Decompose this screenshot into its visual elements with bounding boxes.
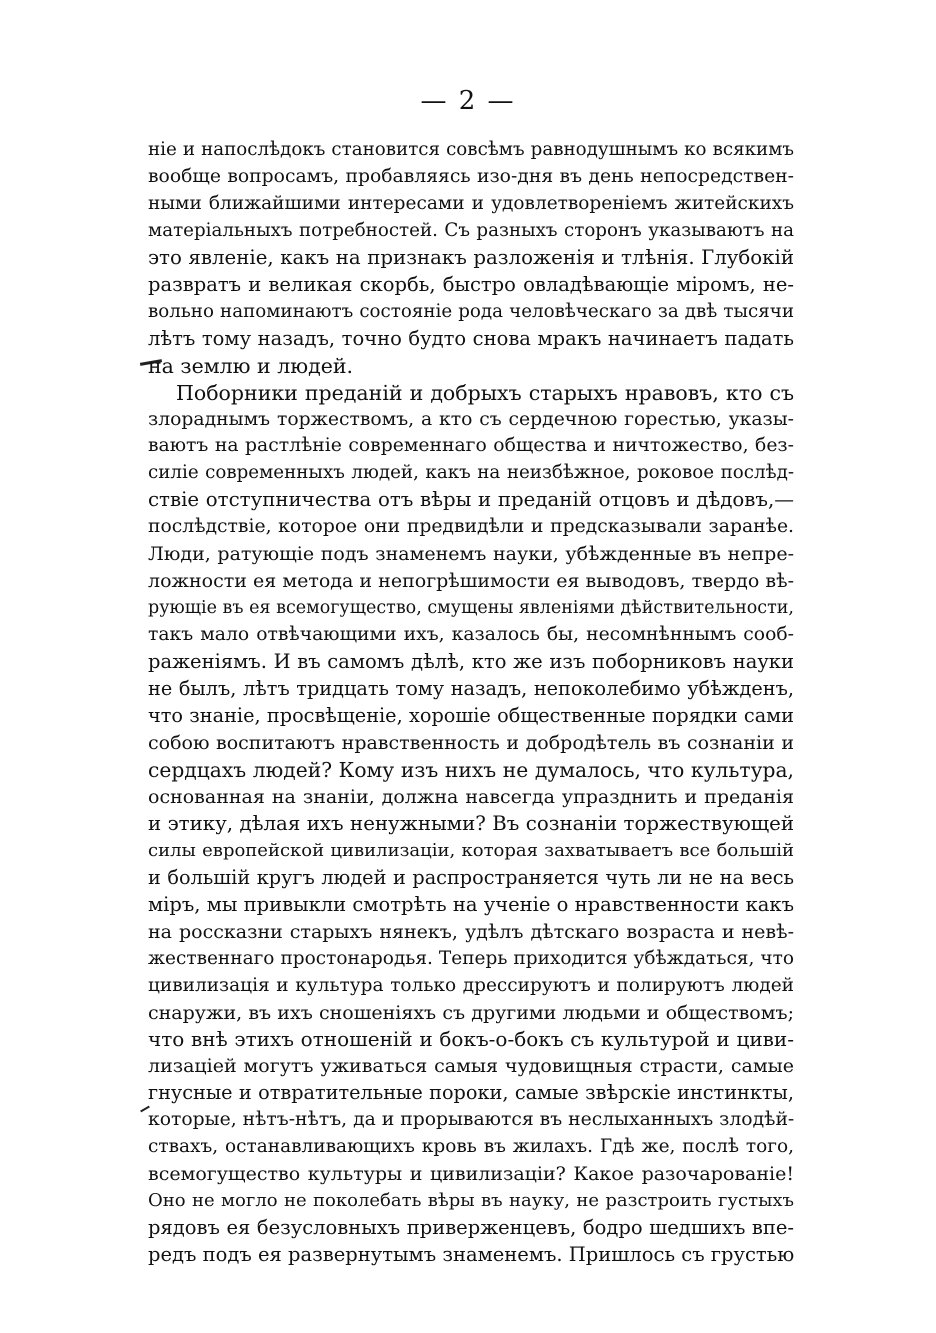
text-line: Люди, ратующіе подъ знаменемъ науки, убѣжденные въ непре- — [148, 543, 794, 566]
paragraph — [148, 137, 794, 380]
text-line: ніе и напослѣдокъ становится совсѣмъ равнодушнымъ ко всякимъ — [148, 139, 794, 160]
text-line: гнусные и отвратительные пороки, самые звѣрскіе инстинкты, — [148, 1081, 794, 1105]
text-line: сердцахъ людей? Кому изъ нихъ не думалось, что культура, — [148, 757, 794, 782]
text-line: ваютъ на растлѣніе современнаго общества и ничтожество, без- — [148, 435, 794, 457]
text-line: рующіе въ ея всемогущество, смущены явленіями дѣйствительности, — [148, 598, 794, 619]
text-line: на россказни старыхъ нянекъ, удѣлъ дѣтскаго возраста и невѣ- — [148, 920, 794, 943]
text-line: силіе современныхъ людей, какъ на неизбѣжное, роковое послѣд- — [148, 462, 794, 484]
text-line: и этику, дѣлая ихъ ненужными? Въ сознаніи торжествующей — [148, 811, 794, 835]
text-line: лѣтъ тому назадъ, точно будто снова мракъ начинаетъ падать — [148, 326, 794, 350]
text-line: снаружи, въ ихъ сношеніяхъ съ другими людьми и обществомъ; — [148, 1001, 794, 1024]
text-line: развратъ и великая скорбь, быстро овладѣвающіе міромъ, не- — [148, 272, 794, 296]
text-line: ными ближайшими интересами и удовлетвореніемъ житейскихъ — [148, 192, 794, 214]
text-line: ложности ея метода и непогрѣшимости ея выводовъ, твердо вѣ- — [148, 570, 794, 593]
text-line: что внѣ этихъ отношеній и бокъ-о-бокъ съ культурой и циви- — [148, 1027, 794, 1052]
text-line: матеріальныхъ потребностей. Съ разныхъ сторонъ указываютъ на — [148, 219, 794, 241]
text-line: ствіе отступничества отъ вѣры и преданій отцовъ и дѣдовъ,— — [148, 488, 794, 512]
text-line: послѣдствіе, которое они предвидѣли и предсказывали заранѣе. — [148, 516, 794, 538]
text-line: рядовъ ея безусловныхъ приверженцевъ, бодро шедшихъ впе- — [148, 1216, 794, 1240]
text-line: Поборники преданій и добрыхъ старыхъ нравовъ, кто съ — [176, 380, 794, 405]
paragraph — [148, 380, 794, 1269]
text-line: основанная на знаніи, должна навсегда упразднить и преданія — [148, 785, 794, 808]
text-line: силы европейской цивилизаціи, которая захватываетъ все большій — [148, 839, 794, 861]
text-line: собою воспитаютъ нравственность и добродѣтель въ сознаніи и — [148, 731, 794, 754]
text-line: такъ мало отвѣчающими ихъ, казалось бы, несомнѣннымъ сооб- — [148, 624, 794, 646]
text-line: всемогущество культуры и цивилизаціи? Какое разочарованіе! — [148, 1163, 794, 1186]
text-line: редъ подъ ея развернутымъ знаменемъ. Пришлось съ грустью — [148, 1243, 794, 1267]
body-text — [148, 137, 794, 1269]
text-line: это явленіе, какъ на признакъ разложенія и тлѣнія. Глубокій — [148, 245, 794, 269]
text-line: злораднымъ торжествомъ, а кто съ сердечною горестью, указы- — [148, 408, 794, 430]
text-line: лизаціей могутъ уживаться самыя чудовищныя страсти, самые — [148, 1055, 794, 1078]
text-line: которые, нѣтъ-нѣтъ, да и прорываются въ неслыханныхъ злодѣй- — [148, 1109, 794, 1131]
text-line: міръ, мы привыкли смотрѣть на ученіе о нравственности какъ — [148, 892, 794, 916]
text-line: не былъ, лѣтъ тридцать тому назадъ, непоколебимо убѣжденъ, — [148, 677, 794, 701]
text-line: раженіямъ. И въ самомъ дѣлѣ, кто же изъ поборниковъ науки — [148, 650, 794, 674]
text-line: ствахъ, останавливающихъ кровь въ жилахъ. Гдѣ же, послѣ того, — [148, 1136, 794, 1158]
text-line: цивилизація и культура только дрессируютъ и полируютъ людей — [148, 974, 794, 996]
text-line: жественнаго простонародья. Теперь приходится убѣждаться, что — [148, 947, 794, 969]
text-line: вообще вопросамъ, пробавляясь изо-дня въ день непосредствен- — [148, 165, 794, 187]
text-line: и большій кругъ людей и распространяется чуть ли не на весь — [148, 865, 794, 889]
text-line: Оно не могло не поколебать вѣры въ науку, не разстроить густыхъ — [148, 1190, 794, 1212]
text-line: что знаніе, просвѣщеніе, хорошіе общественные порядки сами — [148, 704, 794, 728]
text-line: вольно напоминаютъ состояніе рода человѣческаго за двѣ тысячи — [148, 300, 794, 322]
page-number: — 2 — — [420, 86, 516, 116]
text-line: на землю и людей. — [148, 353, 354, 378]
